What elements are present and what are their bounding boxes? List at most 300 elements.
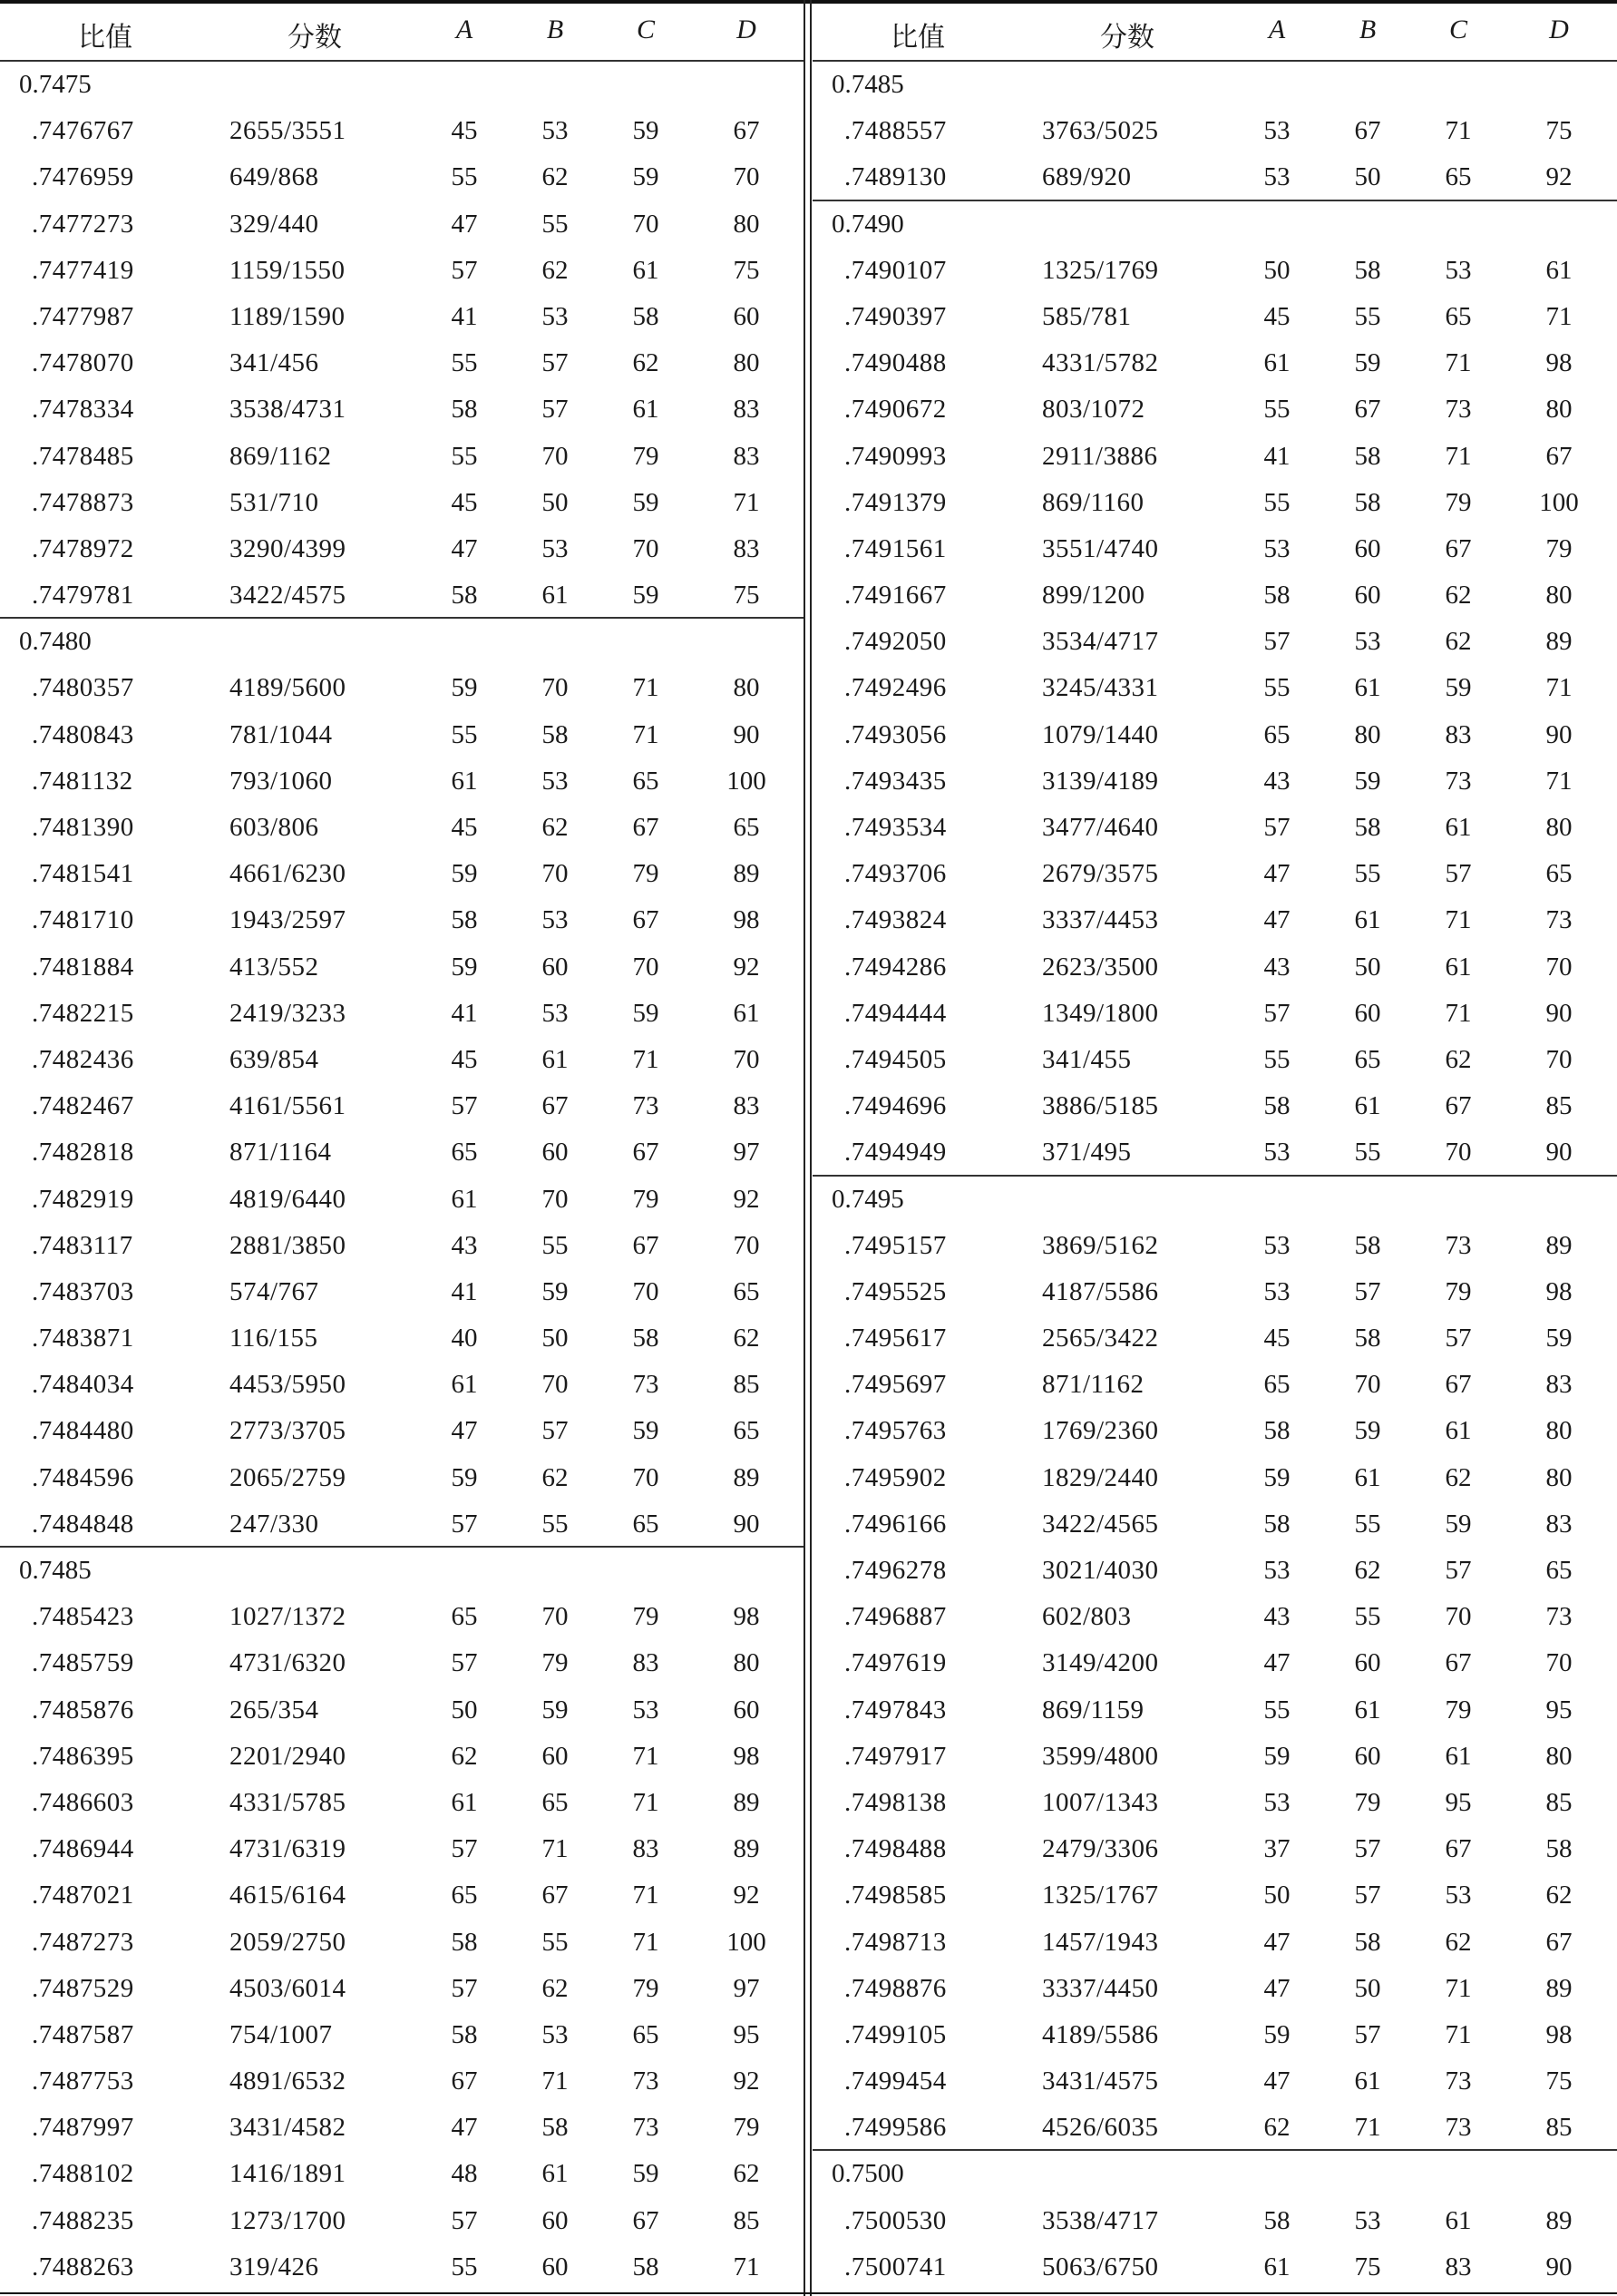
fraction-cell: 3139/4189 <box>1042 766 1159 796</box>
b-cell: 55 <box>1354 1602 1381 1632</box>
d-cell: 90 <box>1545 1138 1573 1168</box>
c-cell: 79 <box>1445 1695 1472 1724</box>
c-cell: 73 <box>632 2066 659 2096</box>
table-row <box>813 665 1617 711</box>
table-row <box>813 1315 1617 1362</box>
ratio-cell: .7483117 <box>32 1230 133 1260</box>
table-row <box>813 1687 1617 1734</box>
table-row <box>0 712 804 758</box>
a-cell: 40 <box>451 1324 478 1353</box>
c-cell: 71 <box>632 1787 659 1817</box>
b-cell: 61 <box>1354 1462 1381 1492</box>
d-cell: 71 <box>1545 673 1573 703</box>
d-cell: 97 <box>733 1138 760 1168</box>
table-row <box>813 897 1617 943</box>
ratio-cell: .7478873 <box>32 487 134 517</box>
d-cell: 70 <box>733 162 760 192</box>
table-row <box>813 2244 1617 2291</box>
c-cell: 73 <box>1445 2113 1472 2143</box>
ratio-cell: .7495525 <box>844 1276 947 1306</box>
fraction-cell: 869/1160 <box>1042 487 1145 517</box>
d-cell: 90 <box>1545 998 1573 1028</box>
a-cell: 59 <box>451 1462 478 1492</box>
c-cell: 83 <box>632 1834 659 1864</box>
c-cell: 70 <box>632 533 659 563</box>
a-cell: 43 <box>1263 1602 1291 1632</box>
fraction-cell: 2881/3850 <box>229 1230 346 1260</box>
d-cell: 73 <box>1545 1602 1573 1632</box>
b-cell: 55 <box>1354 859 1381 889</box>
ratio-cell: .7482436 <box>32 1044 134 1074</box>
table-row <box>0 1362 804 1408</box>
table-row <box>0 1455 804 1501</box>
fraction-cell: 2419/3233 <box>229 998 346 1028</box>
a-cell: 47 <box>1263 1648 1291 1678</box>
c-cell: 71 <box>1445 1973 1472 2003</box>
d-cell: 100 <box>726 766 766 796</box>
a-cell: 41 <box>1263 441 1291 471</box>
ratio-cell: .7485759 <box>32 1648 134 1678</box>
b-cell: 71 <box>541 1834 569 1864</box>
c-cell: 67 <box>1445 1648 1472 1678</box>
ratio-cell: .7478972 <box>32 533 134 563</box>
d-cell: 83 <box>733 395 760 425</box>
table-row <box>0 201 804 248</box>
a-cell: 58 <box>1263 1416 1291 1446</box>
a-cell: 59 <box>1263 2019 1291 2049</box>
fraction-cell: 3886/5185 <box>1042 1091 1159 1121</box>
c-cell: 65 <box>1445 162 1472 192</box>
c-cell: 79 <box>632 1602 659 1632</box>
ratio-cell: .7482467 <box>32 1091 134 1121</box>
table-row <box>813 1920 1617 1966</box>
table-row <box>0 665 804 711</box>
column-divider-line <box>804 0 805 2296</box>
table-row <box>813 1408 1617 1454</box>
b-cell: 55 <box>1354 1138 1381 1168</box>
c-cell: 67 <box>632 813 659 842</box>
ratio-cell: .7485423 <box>32 1602 134 1632</box>
header-b: B <box>546 15 564 44</box>
d-cell: 62 <box>733 2159 760 2189</box>
table-row <box>0 2151 804 2197</box>
d-cell: 89 <box>1545 1973 1573 2003</box>
ratio-cell: .7487273 <box>32 1927 134 1957</box>
b-cell: 60 <box>541 952 569 982</box>
a-cell: 59 <box>451 673 478 703</box>
b-cell: 57 <box>1354 2019 1381 2049</box>
fraction-cell: 689/920 <box>1042 162 1132 192</box>
fraction-cell: 1769/2360 <box>1042 1416 1159 1446</box>
c-cell: 58 <box>632 301 659 331</box>
table-row <box>813 1966 1617 2012</box>
ratio-cell: .7488557 <box>844 116 947 146</box>
fraction-cell: 574/767 <box>229 1276 319 1306</box>
b-cell: 57 <box>1354 1881 1381 1910</box>
ratio-cell: .7479781 <box>32 581 134 611</box>
table-row <box>0 1734 804 1780</box>
fraction-cell: 3337/4450 <box>1042 1973 1159 2003</box>
a-cell: 61 <box>451 1370 478 1400</box>
ratio-cell: .7480843 <box>32 719 134 749</box>
fraction-cell: 2911/3886 <box>1042 441 1158 471</box>
fraction-cell: 341/455 <box>1042 1044 1132 1074</box>
fraction-cell: 1159/1550 <box>229 255 346 285</box>
b-cell: 57 <box>541 348 569 378</box>
a-cell: 50 <box>1263 255 1291 285</box>
b-cell: 60 <box>541 1138 569 1168</box>
b-cell: 61 <box>541 581 569 611</box>
a-cell: 53 <box>1263 1787 1291 1817</box>
b-cell: 61 <box>1354 1091 1381 1121</box>
table-row <box>0 944 804 991</box>
ratio-cell: .7491379 <box>844 487 947 517</box>
c-cell: 58 <box>632 1324 659 1353</box>
b-cell: 53 <box>1354 2205 1381 2235</box>
group-label-row <box>0 62 804 108</box>
b-cell: 61 <box>1354 1695 1381 1724</box>
fraction-cell: 1007/1343 <box>1042 1787 1159 1817</box>
fraction-cell: 2655/3551 <box>229 116 346 146</box>
fraction-cell: 4161/5561 <box>229 1091 346 1121</box>
fraction-cell: 1189/1590 <box>229 301 346 331</box>
fraction-cell: 3431/4582 <box>229 2113 346 2143</box>
b-cell: 67 <box>1354 116 1381 146</box>
table-row <box>0 2244 804 2291</box>
fraction-cell: 2479/3306 <box>1042 1834 1159 1864</box>
c-cell: 67 <box>1445 1370 1472 1400</box>
table-row <box>0 1501 804 1548</box>
d-cell: 80 <box>733 348 760 378</box>
a-cell: 55 <box>1263 487 1291 517</box>
fraction-cell: 329/440 <box>229 209 319 239</box>
c-cell: 57 <box>1445 859 1472 889</box>
header-fraction: 分数 <box>1100 23 1154 53</box>
fraction-cell: 793/1060 <box>229 766 333 796</box>
a-cell: 65 <box>451 1881 478 1910</box>
b-cell: 62 <box>541 813 569 842</box>
a-cell: 45 <box>451 813 478 842</box>
b-cell: 50 <box>541 1324 569 1353</box>
table-row <box>0 758 804 805</box>
d-cell: 89 <box>733 1462 760 1492</box>
fraction-cell: 4331/5785 <box>229 1787 346 1817</box>
a-cell: 47 <box>451 533 478 563</box>
b-cell: 55 <box>541 209 569 239</box>
table-row <box>0 1780 804 1826</box>
c-cell: 62 <box>1445 1927 1472 1957</box>
c-cell: 79 <box>1445 487 1472 517</box>
group-label: 0.7495 <box>832 1184 904 1214</box>
a-cell: 58 <box>1263 1091 1291 1121</box>
b-cell: 53 <box>541 998 569 1028</box>
a-cell: 57 <box>1263 998 1291 1028</box>
d-cell: 80 <box>1545 813 1573 842</box>
b-cell: 61 <box>1354 905 1381 935</box>
table-left-half <box>0 4 804 2291</box>
fraction-cell: 602/803 <box>1042 1602 1132 1632</box>
fraction-cell: 2065/2759 <box>229 1462 346 1492</box>
d-cell: 62 <box>1545 1881 1573 1910</box>
b-cell: 55 <box>541 1927 569 1957</box>
c-cell: 65 <box>632 1509 659 1539</box>
a-cell: 67 <box>451 2066 478 2096</box>
c-cell: 70 <box>632 952 659 982</box>
d-cell: 92 <box>733 1184 760 1214</box>
table-row <box>813 1083 1617 1129</box>
a-cell: 58 <box>451 581 478 611</box>
table-row <box>0 1826 804 1872</box>
fraction-cell: 2565/3422 <box>1042 1324 1159 1353</box>
ratio-cell: .7490397 <box>844 301 947 331</box>
ratio-cell: .7490107 <box>844 255 947 285</box>
a-cell: 55 <box>1263 1695 1291 1724</box>
c-cell: 67 <box>632 1138 659 1168</box>
d-cell: 75 <box>1545 116 1573 146</box>
c-cell: 59 <box>632 162 659 192</box>
a-cell: 57 <box>451 1091 478 1121</box>
fraction-cell: 649/868 <box>229 162 319 192</box>
c-cell: 67 <box>632 2205 659 2235</box>
table-row <box>813 340 1617 386</box>
group-label-row <box>0 1548 804 1594</box>
fraction-cell: 1829/2440 <box>1042 1462 1159 1492</box>
a-cell: 58 <box>451 2019 478 2049</box>
table-row <box>0 248 804 294</box>
fraction-cell: 869/1162 <box>229 441 332 471</box>
fraction-cell: 871/1164 <box>229 1138 332 1168</box>
b-cell: 61 <box>1354 2066 1381 2096</box>
b-cell: 59 <box>1354 766 1381 796</box>
table-bottom-rule <box>0 2292 1617 2294</box>
d-cell: 90 <box>733 1509 760 1539</box>
ratio-cell: .7476767 <box>32 116 134 146</box>
fraction-cell: 2679/3575 <box>1042 859 1159 889</box>
a-cell: 37 <box>1263 1834 1291 1864</box>
d-cell: 85 <box>733 1370 760 1400</box>
fraction-cell: 754/1007 <box>229 2019 333 2049</box>
ratio-cell: .7489130 <box>844 162 947 192</box>
d-cell: 90 <box>1545 719 1573 749</box>
b-cell: 50 <box>1354 1973 1381 2003</box>
a-cell: 58 <box>451 905 478 935</box>
header-ratio: 比值 <box>78 23 132 53</box>
a-cell: 45 <box>451 487 478 517</box>
c-cell: 73 <box>1445 395 1472 425</box>
a-cell: 47 <box>1263 2066 1291 2096</box>
table-row <box>0 2012 804 2058</box>
fraction-cell: 4453/5950 <box>229 1370 346 1400</box>
ratio-cell: .7496278 <box>844 1556 947 1585</box>
c-cell: 70 <box>632 1462 659 1492</box>
ratio-cell: .7498488 <box>844 1834 947 1864</box>
fraction-cell: 1457/1943 <box>1042 1927 1159 1957</box>
d-cell: 80 <box>1545 1462 1573 1492</box>
a-cell: 65 <box>1263 1370 1291 1400</box>
fraction-cell: 2059/2750 <box>229 1927 346 1957</box>
d-cell: 85 <box>1545 2113 1573 2143</box>
ratio-cell: .7495697 <box>844 1370 947 1400</box>
ratio-cell: .7499454 <box>844 2066 947 2096</box>
ratio-cell: .7478485 <box>32 441 134 471</box>
d-cell: 90 <box>1545 2252 1573 2281</box>
c-cell: 71 <box>1445 2019 1472 2049</box>
fraction-cell: 413/552 <box>229 952 319 982</box>
a-cell: 47 <box>451 1416 478 1446</box>
ratio-cell: .7499586 <box>844 2113 947 2143</box>
fraction-cell: 585/781 <box>1042 301 1132 331</box>
table-row <box>0 1594 804 1640</box>
c-cell: 67 <box>1445 1091 1472 1121</box>
a-cell: 53 <box>1263 1138 1291 1168</box>
fraction-cell: 4331/5782 <box>1042 348 1159 378</box>
table-row <box>0 526 804 572</box>
b-cell: 70 <box>541 673 569 703</box>
d-cell: 70 <box>1545 1648 1573 1678</box>
a-cell: 47 <box>451 2113 478 2143</box>
b-cell: 71 <box>541 2066 569 2096</box>
group-label-row <box>813 201 1617 248</box>
b-cell: 58 <box>1354 441 1381 471</box>
b-cell: 70 <box>1354 1370 1381 1400</box>
b-cell: 62 <box>541 1973 569 2003</box>
ratio-cell: .7498138 <box>844 1787 947 1817</box>
d-cell: 75 <box>733 255 760 285</box>
ratio-cell: .7494505 <box>844 1044 947 1074</box>
c-cell: 65 <box>1445 301 1472 331</box>
b-cell: 62 <box>541 162 569 192</box>
table-row <box>813 1501 1617 1548</box>
c-cell: 62 <box>1445 581 1472 611</box>
c-cell: 67 <box>632 905 659 935</box>
c-cell: 95 <box>1445 1787 1472 1817</box>
column-divider-line <box>810 0 812 2296</box>
fraction-cell: 4731/6320 <box>229 1648 346 1678</box>
table-row <box>813 944 1617 991</box>
table-row <box>0 572 804 619</box>
d-cell: 59 <box>1545 1324 1573 1353</box>
a-cell: 50 <box>1263 1881 1291 1910</box>
c-cell: 59 <box>632 2159 659 2189</box>
a-cell: 59 <box>451 952 478 982</box>
c-cell: 71 <box>632 673 659 703</box>
b-cell: 59 <box>541 1276 569 1306</box>
c-cell: 58 <box>632 2252 659 2281</box>
c-cell: 71 <box>632 719 659 749</box>
c-cell: 57 <box>1445 1324 1472 1353</box>
b-cell: 60 <box>1354 1648 1381 1678</box>
d-cell: 89 <box>1545 627 1573 657</box>
a-cell: 53 <box>1263 1276 1291 1306</box>
ratio-cell: .7488102 <box>32 2159 134 2189</box>
table-row <box>813 1734 1617 1780</box>
fraction-cell: 3431/4575 <box>1042 2066 1159 2096</box>
a-cell: 57 <box>451 255 478 285</box>
c-cell: 59 <box>632 116 659 146</box>
a-cell: 57 <box>451 1648 478 1678</box>
fraction-cell: 265/354 <box>229 1695 319 1724</box>
group-label-row <box>813 2151 1617 2197</box>
ratio-cell: .7482919 <box>32 1184 134 1214</box>
d-cell: 83 <box>733 533 760 563</box>
fraction-cell: 3290/4399 <box>229 533 346 563</box>
table-row <box>0 1223 804 1269</box>
fraction-cell: 3149/4200 <box>1042 1648 1159 1678</box>
header-ratio: 比值 <box>891 23 945 53</box>
c-cell: 53 <box>1445 1881 1472 1910</box>
c-cell: 59 <box>632 998 659 1028</box>
d-cell: 85 <box>733 2205 760 2235</box>
c-cell: 71 <box>632 1927 659 1957</box>
a-cell: 55 <box>1263 395 1291 425</box>
d-cell: 70 <box>733 1230 760 1260</box>
b-cell: 60 <box>1354 581 1381 611</box>
b-cell: 79 <box>1354 1787 1381 1817</box>
ratio-cell: .7493534 <box>844 813 947 842</box>
fraction-cell: 1325/1767 <box>1042 1881 1159 1910</box>
a-cell: 55 <box>451 719 478 749</box>
table-row <box>813 1269 1617 1315</box>
d-cell: 80 <box>1545 1741 1573 1771</box>
b-cell: 75 <box>1354 2252 1381 2281</box>
c-cell: 65 <box>632 2019 659 2049</box>
c-cell: 71 <box>1445 116 1472 146</box>
ratio-cell: .7477987 <box>32 301 134 331</box>
table-row <box>813 1872 1617 1919</box>
table-header <box>0 4 804 62</box>
c-cell: 71 <box>632 1741 659 1771</box>
ratio-cell: .7493056 <box>844 719 947 749</box>
b-cell: 59 <box>541 1695 569 1724</box>
a-cell: 55 <box>1263 673 1291 703</box>
b-cell: 53 <box>541 116 569 146</box>
ratio-cell: .7484596 <box>32 1462 134 1492</box>
d-cell: 67 <box>733 116 760 146</box>
d-cell: 70 <box>733 1044 760 1074</box>
c-cell: 73 <box>1445 1230 1472 1260</box>
c-cell: 79 <box>1445 1276 1472 1306</box>
table-row <box>0 434 804 480</box>
fraction-cell: 371/495 <box>1042 1138 1132 1168</box>
a-cell: 41 <box>451 1276 478 1306</box>
table-row <box>813 1780 1617 1826</box>
b-cell: 70 <box>541 1370 569 1400</box>
d-cell: 98 <box>733 905 760 935</box>
d-cell: 60 <box>733 301 760 331</box>
group-label-row <box>813 62 1617 108</box>
b-cell: 57 <box>541 1416 569 1446</box>
c-cell: 62 <box>632 348 659 378</box>
b-cell: 65 <box>1354 1044 1381 1074</box>
c-cell: 79 <box>632 859 659 889</box>
b-cell: 53 <box>541 766 569 796</box>
b-cell: 70 <box>541 1184 569 1214</box>
fraction-cell: 4503/6014 <box>229 1973 346 2003</box>
a-cell: 47 <box>451 209 478 239</box>
b-cell: 80 <box>1354 719 1381 749</box>
d-cell: 85 <box>1545 1091 1573 1121</box>
table-row <box>813 2012 1617 2058</box>
a-cell: 61 <box>451 1184 478 1214</box>
table-right-half <box>813 4 1617 2291</box>
fraction-cell: 3477/4640 <box>1042 813 1159 842</box>
c-cell: 83 <box>1445 2252 1472 2281</box>
ratio-cell: .7495902 <box>844 1462 947 1492</box>
d-cell: 98 <box>1545 2019 1573 2049</box>
fraction-cell: 3599/4800 <box>1042 1741 1159 1771</box>
a-cell: 55 <box>451 441 478 471</box>
table-row <box>813 619 1617 665</box>
